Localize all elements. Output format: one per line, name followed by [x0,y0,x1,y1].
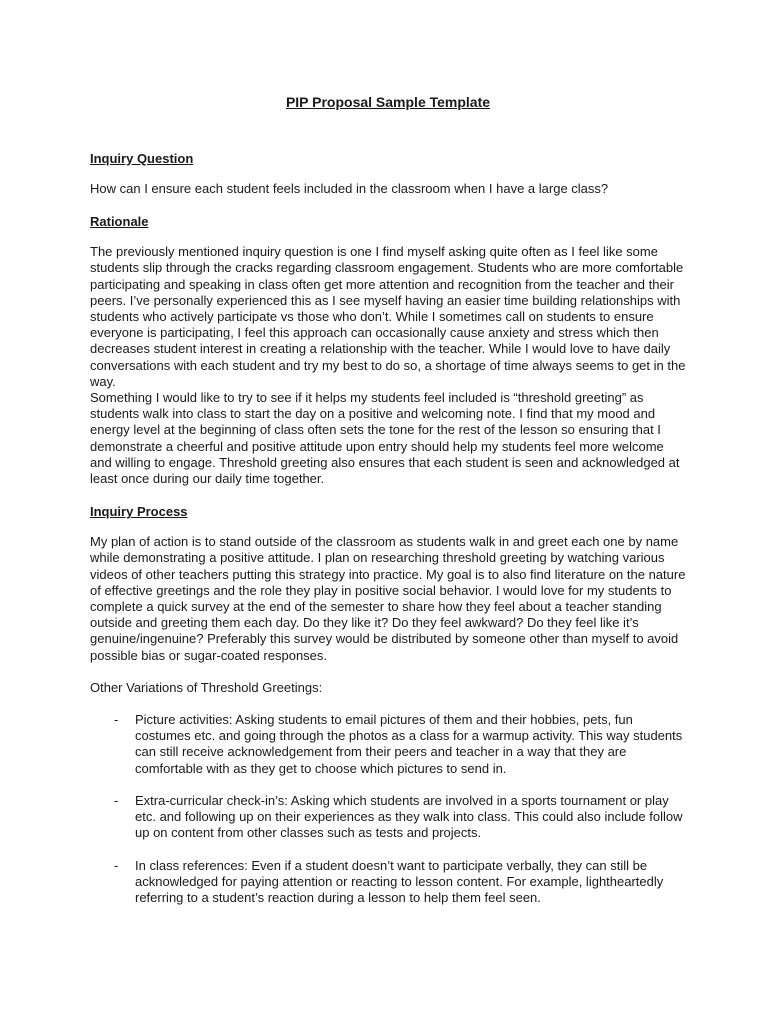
bullet-marker: - [114,857,119,873]
list-item [90,712,686,777]
inquiry-process-paragraph: My plan of action is to stand outside of the classroom as students walk in and greet each one by name while demonstrating a positive attitude. I plan on researching threshold greeting by watching various videos of other teachers putting this strategy into practice. My goal is to also find literature on the nature of effective greetings and the role they play in positive social behavior. I would love for my students to complete a quick survey at the end of the semester to share how they feel about a teacher standing outside and greeting them each day. Do they like it? Do they feel awkward? Do they feel like it’s genuine/ingenuine? Preferably this survey would be distributed by someone other than myself to avoid possible bias or sugar-coated responses. [90,534,686,663]
bullet-marker: - [114,712,119,728]
list-item-text: Picture activities: Asking students to email pictures of them and their hobbies, pets, fun costumes etc. and going through the photos as a class for a warmup activity. This way students can still receive acknowledgement from their peers and teacher in a way that they are comfortable with as they get to choose which pictures to send in. [135,712,683,776]
rationale-paragraph-1: The previously mentioned inquiry question is one I find myself asking quite often as I feel like some students slip through the cracks regarding classroom engagement. Students who are more comfortable participating and speaking in class often get more attention and recognition from the teacher and their peers. I’ve personally experienced this as I see myself having an easier time building relationships with students who actively participate vs those who don’t. While I sometimes call on students to ensure everyone is participating, I feel this approach can occasionally cause anxiety and stress which then decreases student interest in creating a relationship with the teacher. While I would love to have daily conversations with each student and try my best to do so, a shortage of time always seems to get in the way. [90,244,686,389]
list-item [90,858,686,907]
inquiry-question-text: How can I ensure each student feels included in the classroom when I have a large class? [90,181,609,196]
bullet-marker: - [114,792,119,808]
document-title: PIP Proposal Sample Template [285,94,491,110]
document-page [90,92,686,922]
inquiry-process-heading: Inquiry Process [90,504,188,520]
variations-intro: Other Variations of Threshold Greetings: [90,679,323,695]
rationale-heading: Rationale [90,214,149,230]
list-item-text: In class references: Even if a student doesn’t want to participate verbally, they can still be acknowledged for paying attention or reacting to lesson content. For example, lightheartedly referring to a student’s reaction during a lesson to help them feel seen. [135,857,664,905]
variations-list [90,712,686,906]
list-item [90,793,686,842]
list-item-text: Extra-curricular check-in’s: Asking which students are involved in a sports tournament or play etc. and following up on their experiences as they walk into class. This could also include follow up on content from other classes such as tests and projects. [135,792,683,841]
rationale-paragraph-2: Something I would like to try to see if it helps my students feel included is “threshold greeting” as students walk into class to start the day on a positive and welcoming note. I find that my mood and energy level at the beginning of class often sets the tone for the rest of the lesson so ensuring that I demonstrate a cheerful and positive attitude upon entry should help my students feel more welcome and willing to engage. Threshold greeting also ensures that each student is seen and acknowledged at least once during our daily time together. [90,390,680,487]
inquiry-question-heading: Inquiry Question [90,151,194,166]
